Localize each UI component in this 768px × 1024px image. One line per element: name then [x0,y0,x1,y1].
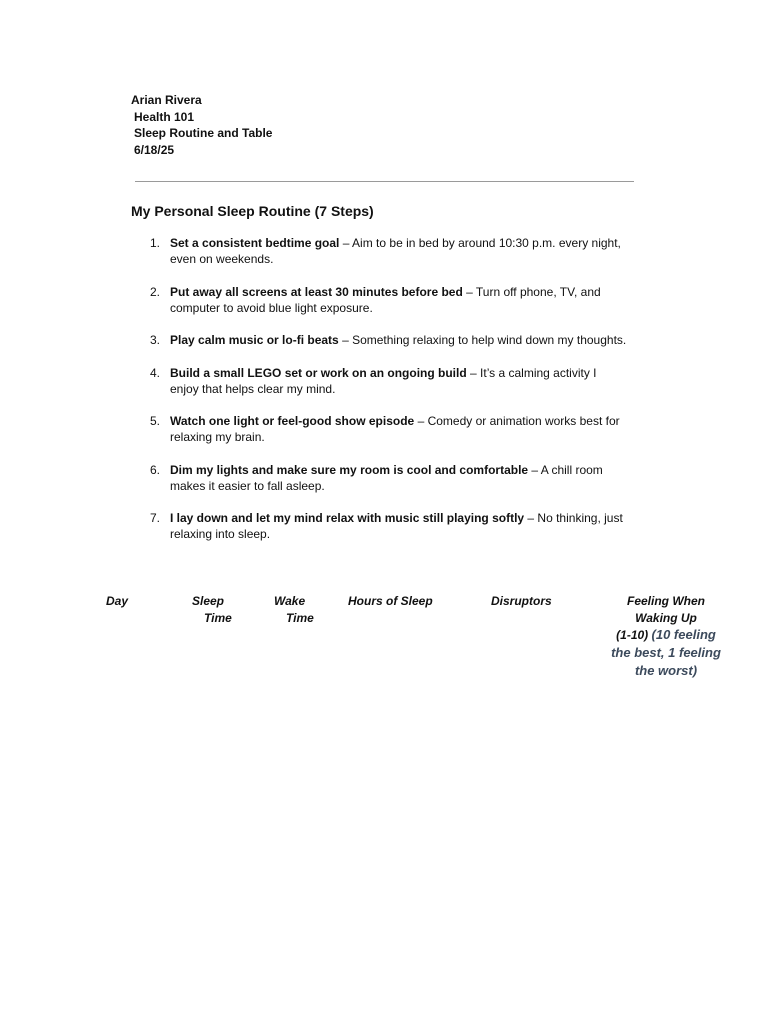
step-number: 3. [150,333,161,347]
document-date: 6/18/25 [134,142,175,157]
section-title: My Personal Sleep Routine (7 Steps) [131,203,374,219]
column-header-feeling: Feeling When Waking Up (1-10) (10 feeling the best, 1 feeling the worst) [606,593,726,680]
assignment-title: Sleep Routine and Table [134,126,273,140]
routine-step [148,510,628,542]
step-title: Dim my lights and make sure my room is cool and comfortable [170,462,529,477]
step-description: – Something relaxing to help wind down my thoughts. [338,333,627,347]
step-description: – No thinking, just relaxing into sleep. [170,511,623,541]
step-title: Play calm music or lo-fi beats [170,333,339,347]
routine-step [148,284,628,316]
step-title: Watch one light or feel-good show episode [170,414,415,428]
step-description: – It’s a calming activity I enjoy that helps clear my mind. [170,365,597,396]
column-header-day: Day [106,594,129,608]
feeling-scale: (1-10) (10 feeling the best, 1 feeling the worst) [611,627,721,678]
step-description: – A chill room makes it easier to fall asleep. [170,462,603,493]
document-header [131,92,272,158]
step-number: 5. [150,414,161,428]
step-number: 1. [150,236,161,250]
step-description: – Turn off phone, TV, and computer to avoid blue light exposure. [170,284,601,315]
step-description: – Comedy or animation works best for relaxing my brain. [170,414,620,444]
step-number: 2. [150,284,161,299]
routine-step [148,365,628,397]
column-header-disruptors: Disruptors [491,594,552,608]
step-number: 7. [150,511,161,525]
step-description: – Aim to be in bed by around 10:30 p.m. every night, even on weekends. [170,236,621,266]
step-title: Set a consistent bedtime goal [170,236,340,250]
course-name: Health 101 [134,109,195,124]
feeling-scale-note: (10 feeling the best, 1 feeling the worst) [611,627,721,678]
column-header-hours-of-sleep: Hours of Sleep [348,594,433,608]
column-header-wake-time: Wake Time [274,594,314,625]
step-number: 6. [150,462,161,477]
routine-step [148,332,628,348]
step-number: 4. [150,365,161,380]
routine-step [148,235,628,267]
student-name: Arian Rivera [131,93,202,107]
routine-step [148,462,628,494]
step-title: Build a small LEGO set or work on an ongoing build [170,365,467,380]
step-title: I lay down and let my mind relax with music still playing softly [170,511,525,525]
horizontal-divider [135,181,634,182]
routine-step [148,413,628,445]
step-title: Put away all screens at least 30 minutes before bed [170,284,463,299]
routine-steps-list [148,235,628,559]
column-header-sleep-time: Sleep Time [192,594,232,625]
